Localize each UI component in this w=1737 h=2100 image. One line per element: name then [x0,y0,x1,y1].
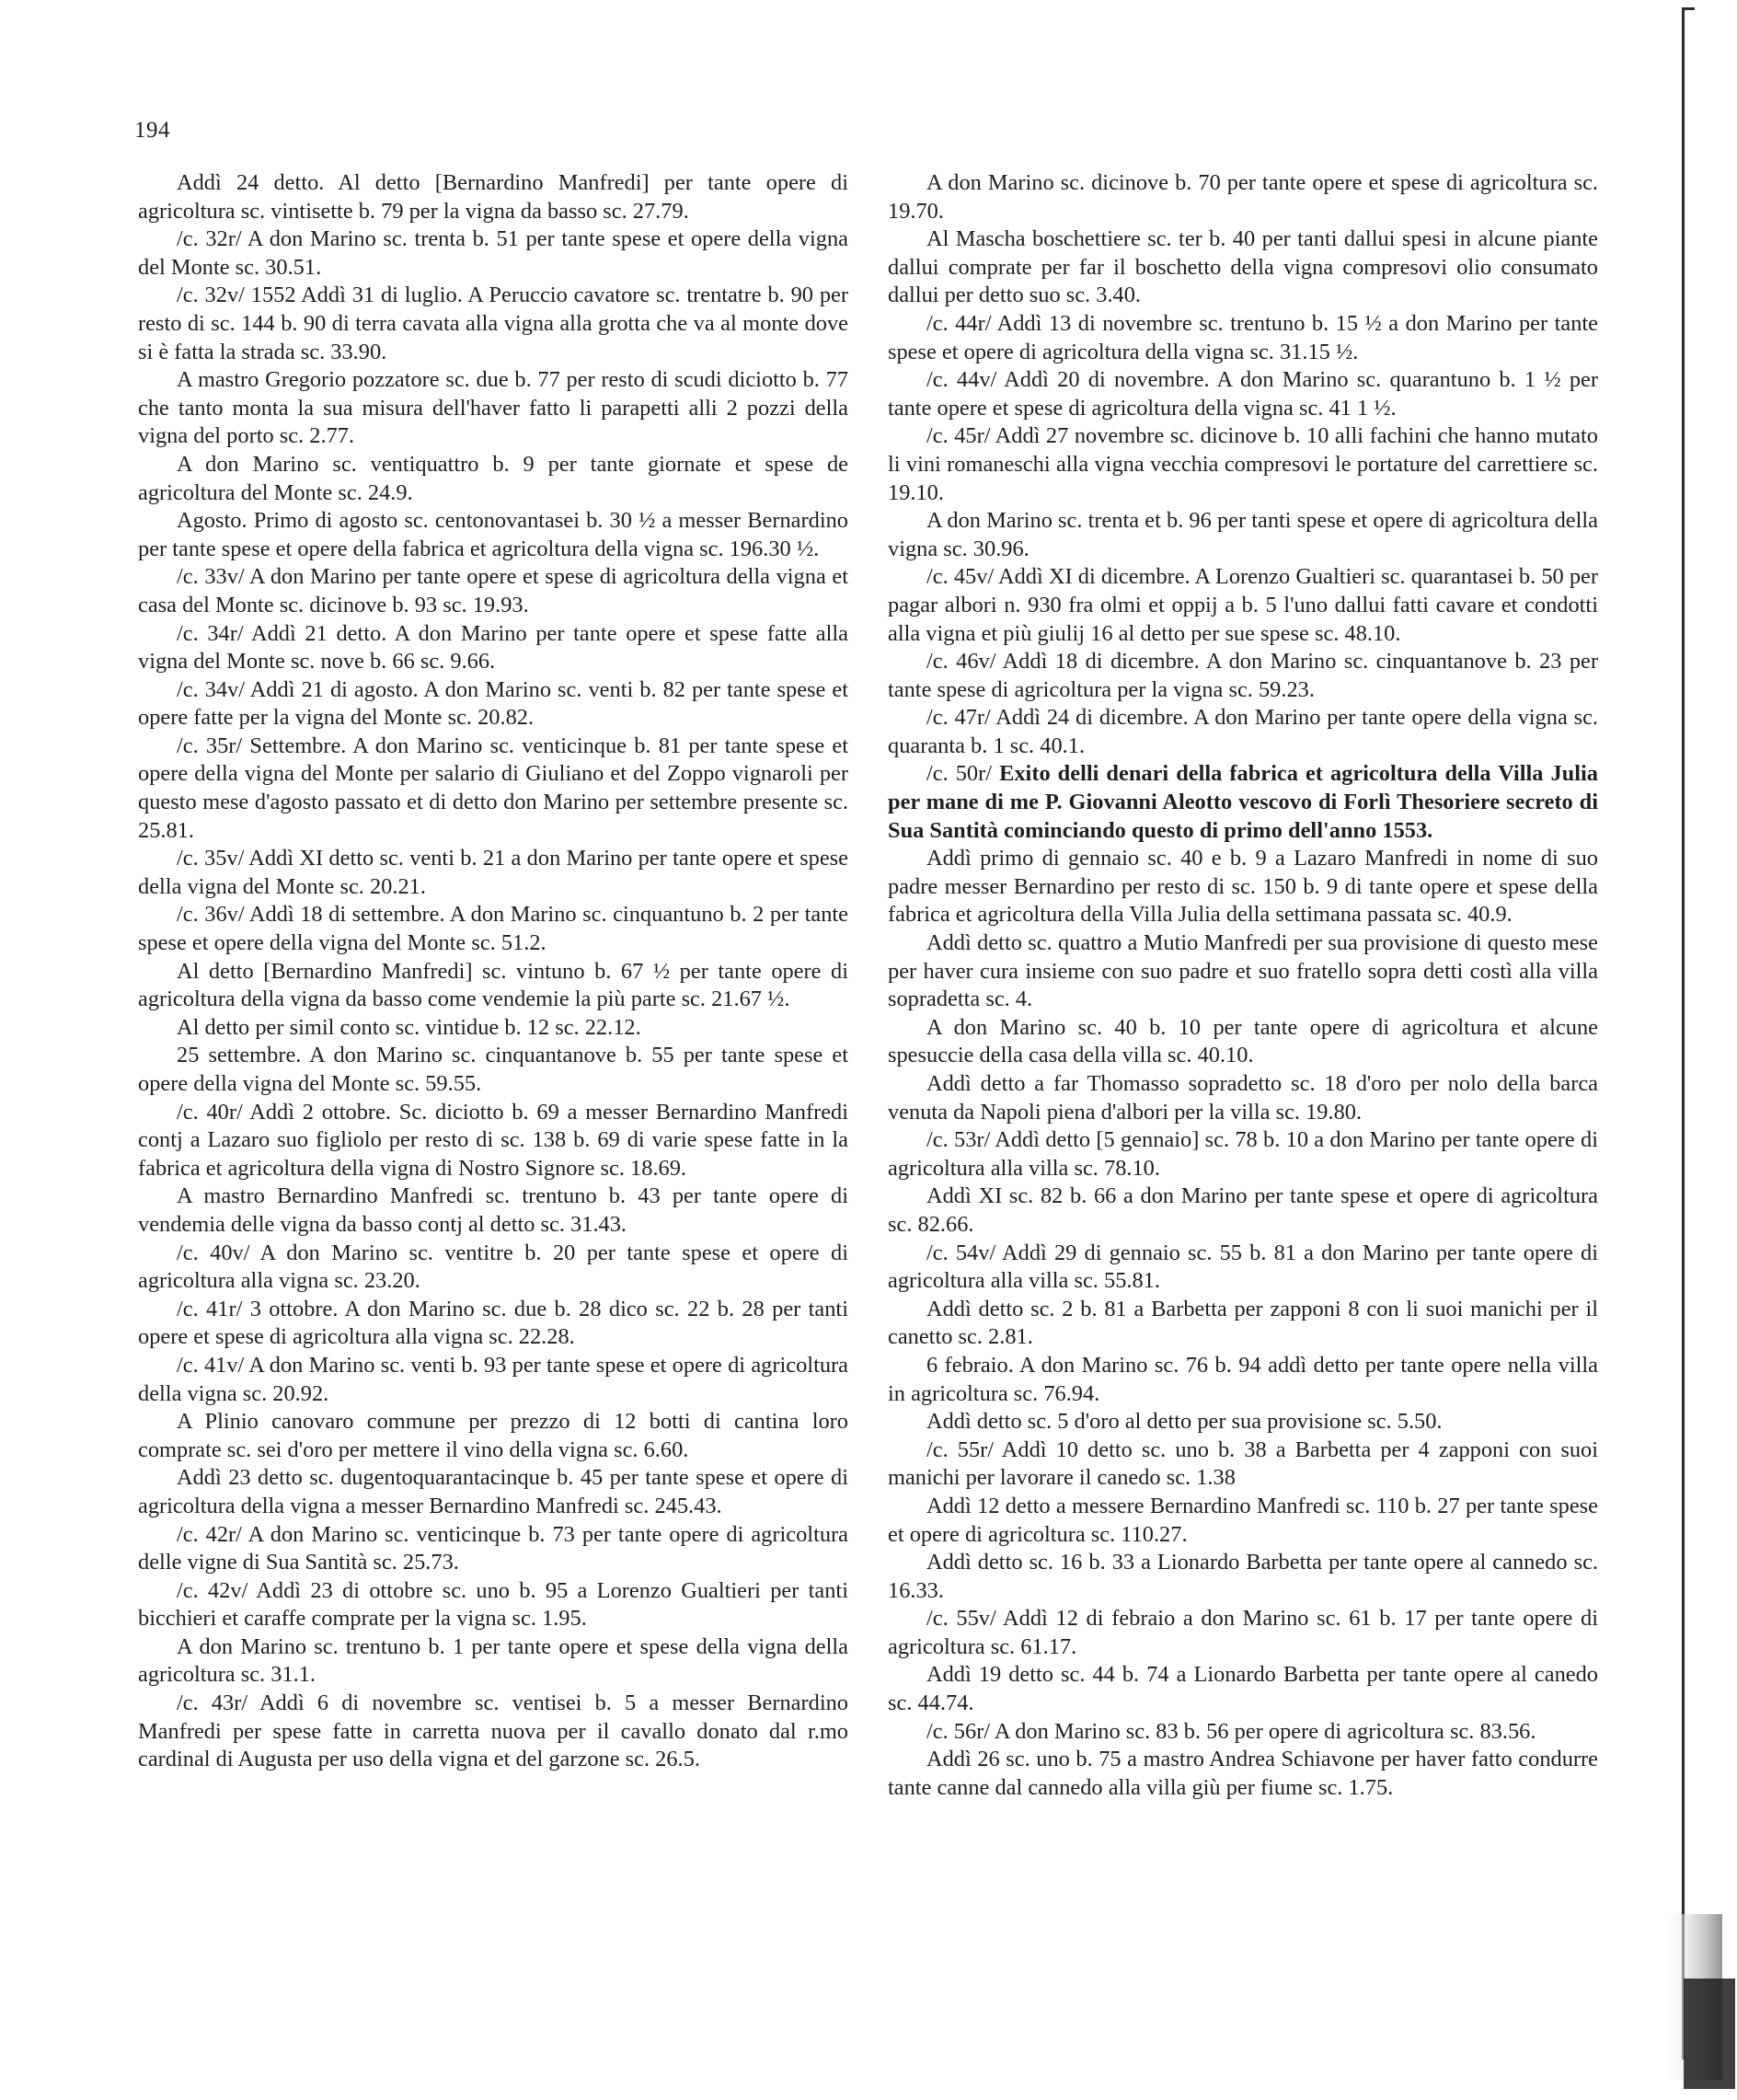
entry-paragraph: /c. 47r/ Addì 24 di dicembre. A don Marino per tante opere della vigna sc. quaranta b. 1 sc. 40.1. [888,705,1598,758]
entry-paragraph: Addì primo di gennaio sc. 40 e b. 9 a Lazaro Manfredi in nome di suo padre messer Bernardino per resto di sc. 150 b. 9 di tante opere et spese della fabrica et agricoltura della Villa Julia della settimana passata sc. 40.9. [888,846,1598,928]
entry-paragraph: Addì 19 detto sc. 44 b. 74 a Lionardo Barbetta per tante opere al canedo sc. 44.74. [888,1662,1598,1716]
entry-paragraph: /c. 40r/ Addì 2 ottobre. Sc. diciotto b. 69 a messer Bernardino Manfredi contj a Lazaro suo figliolo per resto di sc. 138 b. 69 di varie spese fatte in la fabrica et agricoltura della vigna di Nostro Signore sc. 18.69. [138,1099,848,1181]
entry-paragraph: A mastro Gregorio pozzatore sc. due b. 77 per resto di scudi diciotto b. 77 che tanto monta la sua misura dell'haver fatto li parapetti alli 2 pozzi della vigna del porto sc. 2.77. [138,367,848,449]
entry-paragraph: /c. 55v/ Addì 12 di febraio a don Marino sc. 61 b. 17 per tante opere di agricoltura sc. 61.17. [888,1606,1598,1659]
entry-paragraph: Addì 24 detto. Al detto [Bernardino Manfredi] per tante opere di agricoltura sc. vintisette b. 79 per la vigna da basso sc. 27.79. [138,170,848,224]
entry-paragraph: Agosto. Primo di agosto sc. centonovantasei b. 30 ½ a messer Bernardino per tante spese et opere della fabrica et agricoltura della vigna sc. 196.30 ½. [138,508,848,561]
entry-paragraph: Addì detto sc. quattro a Mutio Manfredi per sua provisione di questo mese per haver cura insieme con suo padre et suo fratello sopra detti costì alla villa sopradetta sc. 4. [888,930,1598,1012]
entry-paragraph: /c. 46v/ Addì 18 di dicembre. A don Marino sc. cinquantanove b. 23 per tante spese di agricoltura per la vigna sc. 59.23. [888,649,1598,702]
entry-paragraph: /c. 35r/ Settembre. A don Marino sc. venticinque b. 81 per tante spese et opere della vigna del Monte per salario di Giuliano et del Zoppo vignaroli per questo mese d'agosto passato et di detto don Marino per settembre presente sc. 25.81. [138,733,848,843]
folio-reference: /c. 50r/ [926,761,1000,787]
entry-paragraph: Addì 12 detto a messere Bernardino Manfredi sc. 110 b. 27 per tante spese et opere di agricoltura sc. 110.27. [888,1493,1598,1547]
entry-paragraph: /c. 32r/ A don Marino sc. trenta b. 51 per tante spese et opere della vigna del Monte sc. 30.51. [138,226,848,280]
entry-paragraph: /c. 41r/ 3 ottobre. A don Marino sc. due b. 28 dico sc. 22 b. 28 per tanti opere et spese di agricoltura alla vigna sc. 22.28. [138,1296,848,1350]
entry-paragraph: 25 settembre. A don Marino sc. cinquantanove b. 55 per tante spese et opere della vigna del Monte sc. 59.55. [138,1043,848,1096]
entry-paragraph: /c. 55r/ Addì 10 detto sc. uno b. 38 a Barbetta per 4 zapponi con suoi manichi per lavorare il canedo sc. 1.38 [888,1437,1598,1491]
entry-paragraph: /c. 33v/ A don Marino per tante opere et spese di agricoltura della vigna et casa del Monte sc. dicinove b. 93 sc. 19.93. [138,564,848,617]
entry-paragraph: A Plinio canovaro commune per prezzo di 12 botti di cantina loro comprate sc. sei d'oro per mettere il vino della vigna sc. 6.60. [138,1409,848,1462]
section-heading-paragraph [888,760,1598,845]
entry-paragraph: Addì detto sc. 16 b. 33 a Lionardo Barbetta per tante opere al cannedo sc. 16.33. [888,1550,1598,1603]
scan-shadow-dark [1684,1979,1735,2089]
entry-paragraph: /c. 42v/ Addì 23 di ottobre sc. uno b. 95 a Lorenzo Gualtieri per tanti bicchieri et caraffe comprate per la vigna sc. 1.95. [138,1577,848,1632]
entry-paragraph: /c. 32v/ 1552 Addì 31 di luglio. A Peruccio cavatore sc. trentatre b. 90 per resto di sc. 144 b. 90 di terra cavata alla vigna alla grotta che va al monte dove si è fatta la strada sc. 33.90. [138,283,848,364]
entry-paragraph: Addì detto sc. 5 d'oro al detto per sua provisione sc. 5.50. [926,1409,1443,1435]
entry-paragraph: /c. 36v/ Addì 18 di settembre. A don Marino sc. cinquantuno b. 2 per tante spese et opere della vigna del Monte sc. 51.2. [138,902,848,956]
entry-paragraph: A don Marino sc. dicinove b. 70 per tante opere et spese di agricoltura sc. 19.70. [888,170,1598,224]
entry-paragraph: /c. 45v/ Addì XI di dicembre. A Lorenzo Gualtieri sc. quarantasei b. 50 per pagar albori n. 930 fra olmi et oppij a b. 5 l'uno dallui fatti cavare et condotti alla vigna et più giulij 16 al detto per sue spese sc. 48.10. [888,564,1598,646]
entry-paragraph: Addì XI sc. 82 b. 66 a don Marino per tante spese et opere di agricoltura sc. 82.66. [888,1183,1598,1237]
entry-paragraph: Addì detto a far Thomasso sopradetto sc. 18 d'oro per nolo della barca venuta da Napoli piena d'albori per la villa sc. 19.80. [888,1071,1598,1125]
entry-paragraph: /c. 41v/ A don Marino sc. venti b. 93 per tante spese et opere di agricoltura della vigna sc. 20.92. [138,1352,848,1406]
scan-edge [1665,0,1737,2100]
entry-paragraph: /c. 34v/ Addì 21 di agosto. A don Marino sc. venti b. 82 per tante spese et opere fatte per la vigna del Monte sc. 20.82. [138,676,848,731]
entry-paragraph: /c. 34r/ Addì 21 detto. A don Marino per tante opere et spese fatte alla vigna del Monte sc. nove b. 66 sc. 9.66. [138,620,848,675]
entry-paragraph: A mastro Bernardino Manfredi sc. trentuno b. 43 per tante opere di vendemia delle vigna da basso contj al detto sc. 31.43. [138,1183,848,1237]
section-heading: Exito delli denari della fabrica et agricoltura della Villa Julia per mane di me P. Giovanni Aleotto vescovo di Forlì Thesoriere secreto di Sua Santità cominciando questo di primo dell'anno 1553. [888,761,1598,843]
entry-paragraph: 6 febraio. A don Marino sc. 76 b. 94 addì detto per tante opere nella villa in agricoltura sc. 76.94. [888,1352,1598,1406]
entry-paragraph: Al detto per simil conto sc. vintidue b. 12 sc. 22.12. [177,1014,641,1040]
entry-paragraph: A don Marino sc. ventiquattro b. 9 per tante giornate et spese de agricoltura del Monte sc. 24.9. [138,451,848,505]
page-number: 194 [134,118,170,143]
entry-paragraph: /c. 43r/ Addì 6 di novembre sc. ventisei b. 5 a messer Bernardino Manfredi per spese fatte in carretta nuova per il cavallo donato dal r.mo cardinal di Augusta per uso della vigna et del garzone sc. 26.5. [138,1690,848,1772]
entry-paragraph: Al detto [Bernardino Manfredi] sc. vintuno b. 67 ½ per tante opere di agricoltura della vigna da basso come vendemie la più parte sc. 21.67 ½. [138,958,848,1012]
entry-paragraph: Addì 26 sc. uno b. 75 a mastro Andrea Schiavone per haver fatto condurre tante canne dal cannedo alla villa giù per fiume sc. 1.75. [888,1747,1598,1800]
entry-paragraph: /c. 44v/ Addì 20 di novembre. A don Marino sc. quarantuno b. 1 ½ per tante opere et spese di agricoltura della vigna sc. 41 1 ½. [888,367,1598,421]
entry-paragraph: /c. 45r/ Addì 27 novembre sc. dicinove b. 10 alli fachini che hanno mutato li vini romaneschi alla vigna vecchia compresovi le portature del carrettiere sc. 19.10. [888,423,1598,505]
entry-paragraph: /c. 42r/ A don Marino sc. venticinque b. 73 per tante opere di agricoltura delle vigne di Sua Santità sc. 25.73. [138,1521,848,1575]
entry-paragraph: A don Marino sc. trentuno b. 1 per tante opere et spese della vigna della agricoltura sc. 31.1. [138,1633,848,1688]
right-column [888,169,1598,1802]
entry-paragraph: /c. 44r/ Addì 13 di novembre sc. trentuno b. 15 ½ a don Marino per tante spese et opere di agricoltura della vigna sc. 31.15 ½. [888,310,1598,364]
entry-paragraph: Al Mascha boschettiere sc. ter b. 40 per tanti dallui spesi in alcune piante dallui comprate per far il boschetto della vigna compresovi olio consumato dallui per detto suo sc. 3.40. [888,226,1598,308]
entry-paragraph: A don Marino sc. trenta et b. 96 per tanti spese et opere di agricoltura della vigna sc. 30.96. [888,508,1598,561]
entry-paragraph: /c. 54v/ Addì 29 di gennaio sc. 55 b. 81 a don Marino per tante opere di agricoltura alla villa sc. 55.81. [888,1240,1598,1294]
entry-paragraph: /c. 53r/ Addì detto [5 gennaio] sc. 78 b. 10 a don Marino per tante opere di agricoltura alla villa sc. 78.10. [888,1127,1598,1181]
entry-paragraph: /c. 56r/ A don Marino sc. 83 b. 56 per opere di agricoltura sc. 83.56. [926,1718,1536,1744]
entry-paragraph: A don Marino sc. 40 b. 10 per tante opere di agricoltura et alcune spesuccie della casa della villa sc. 40.10. [888,1014,1598,1068]
left-column [138,169,848,1774]
entry-paragraph: Addì detto sc. 2 b. 81 a Barbetta per zapponi 8 con li suoi manichi per il canetto sc. 2.81. [888,1296,1598,1350]
entry-paragraph: /c. 40v/ A don Marino sc. ventitre b. 20 per tante spese et opere di agricoltura alla vigna sc. 23.20. [138,1240,848,1294]
entry-paragraph: Addì 23 detto sc. dugentoquarantacinque b. 45 per tante spese et opere di agricoltura della vigna a messer Bernardino Manfredi sc. 245.43. [138,1465,848,1518]
entry-paragraph: /c. 35v/ Addì XI detto sc. venti b. 21 a don Marino per tante opere et spese della vigna del Monte sc. 20.21. [138,846,848,899]
